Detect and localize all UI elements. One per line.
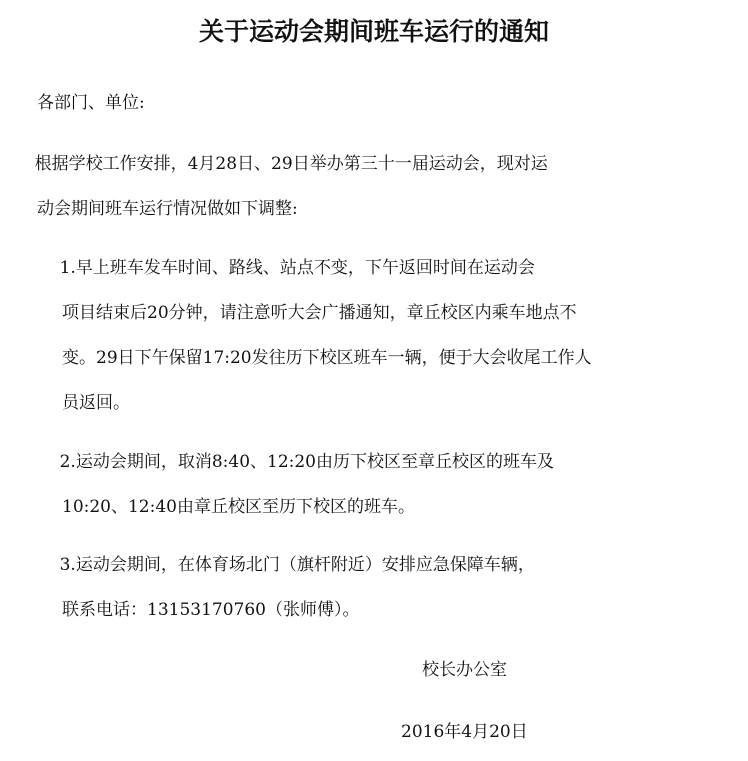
paragraph-line: 10:20、12:40由章丘校区至历下校区的班车。 — [62, 497, 415, 517]
paragraph-line: 动会期间班车运行情况做如下调整: — [37, 199, 298, 219]
paragraph-line: 2.运动会期间，取消8:40、12:20由历下校区至章丘校区的班车及 — [38, 452, 555, 472]
document-title: 关于运动会期间班车运行的通知 — [198, 17, 549, 46]
intro-paragraph — [13, 142, 548, 232]
salutation: 各部门、单位: — [37, 93, 145, 113]
paragraph-line: 1.早上班车发车时间、路线、站点不变，下午返回时间在运动会 — [38, 258, 535, 278]
signature-date: 2016年4月20日 — [401, 722, 528, 742]
paragraph-line: 变。29日下午保留17:20发往历下校区班车一辆，便于大会收尾工作人 — [62, 348, 592, 368]
signature-office: 校长办公室 — [422, 660, 507, 680]
notice-item-2 — [38, 440, 555, 530]
notice-item-3 — [38, 543, 535, 633]
notice-item-1 — [38, 246, 592, 426]
paragraph-line: 联系电话：13153170760（张师傅）。 — [62, 600, 360, 620]
paragraph-line: 员返回。 — [62, 393, 130, 413]
paragraph-line: 3.运动会期间，在体育场北门（旗杆附近）安排应急保障车辆， — [38, 555, 535, 575]
paragraph-line: 根据学校工作安排，4月28日、29日举办第三十一届运动会，现对运 — [13, 154, 548, 174]
paragraph-line: 项目结束后20分钟，请注意听大会广播通知，章丘校区内乘车地点不 — [62, 303, 577, 323]
